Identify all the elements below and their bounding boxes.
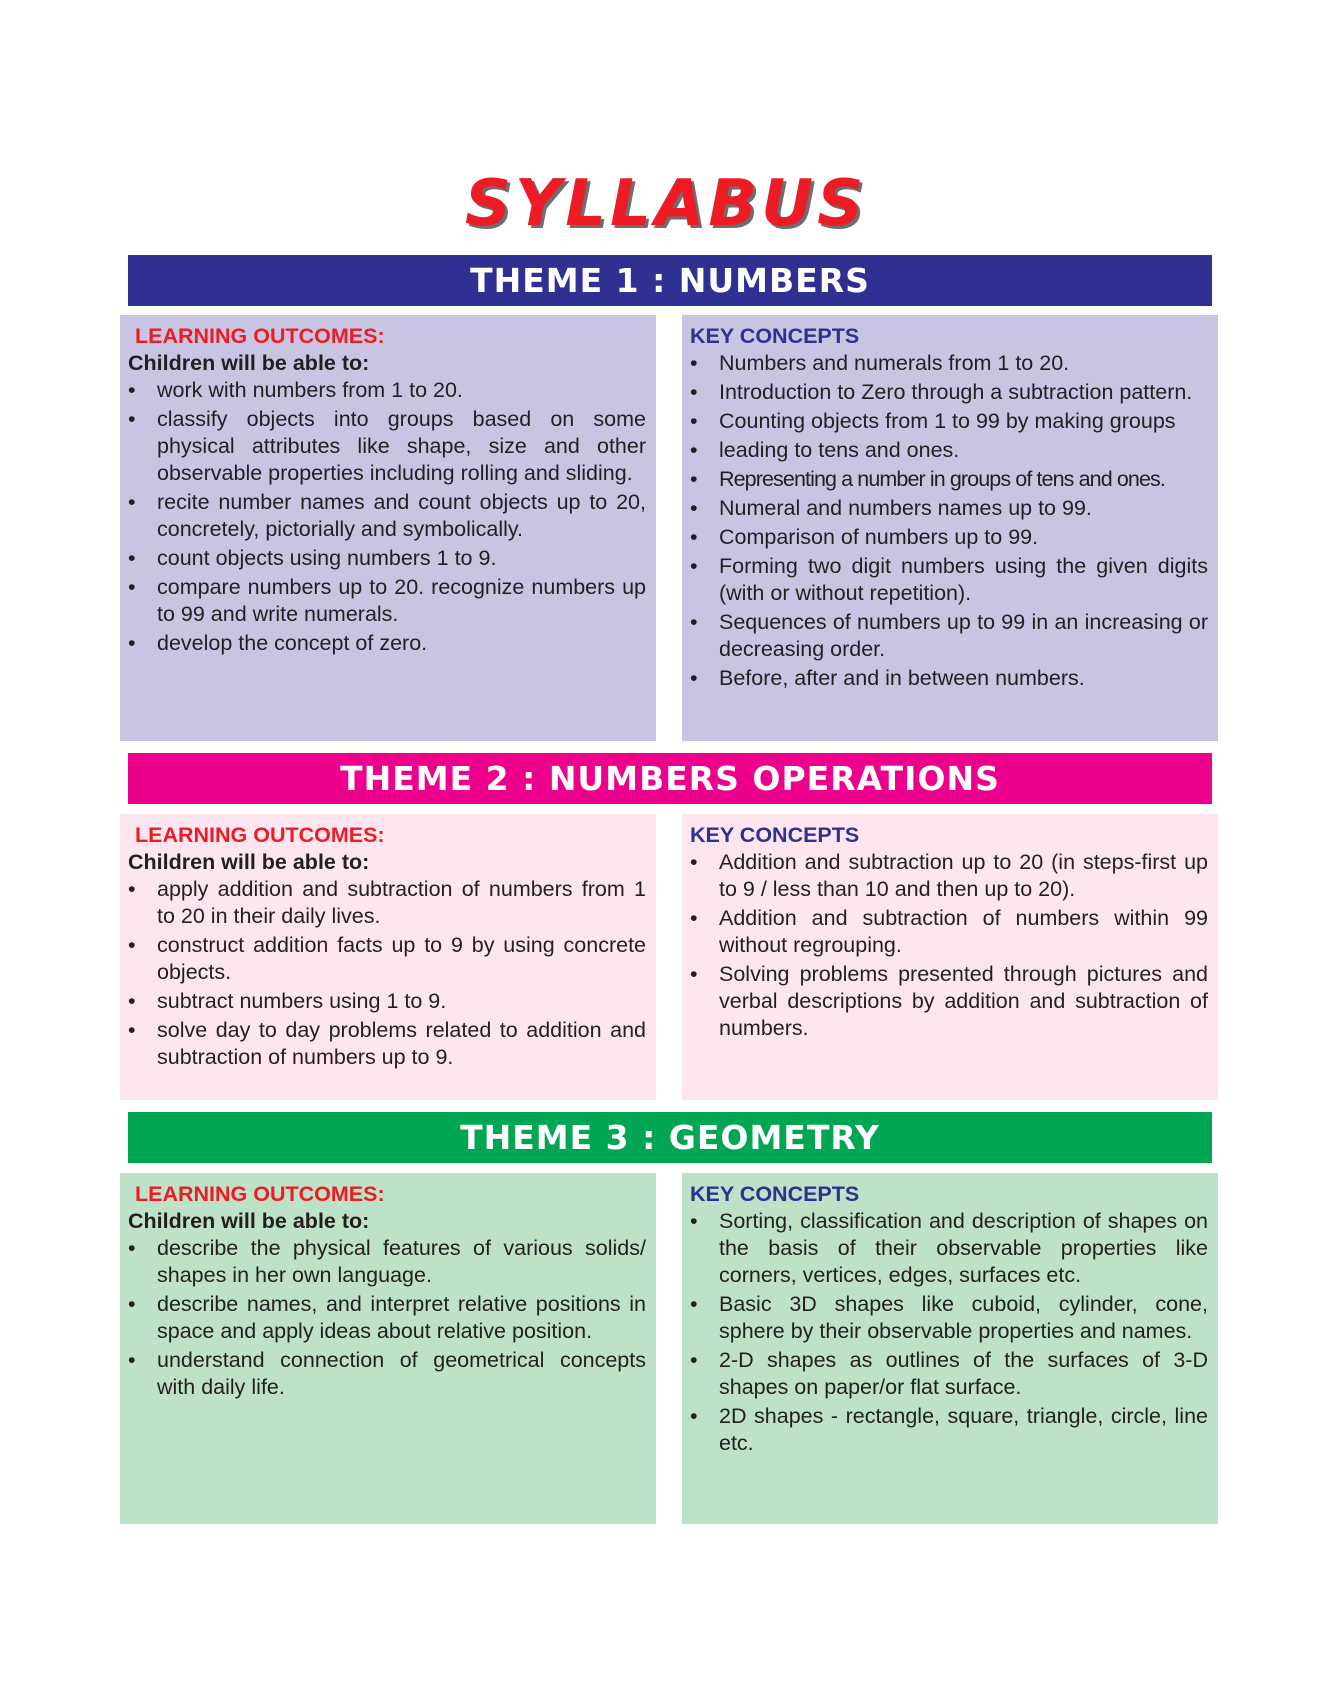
list-item: • subtract numbers using 1 to 9. — [128, 988, 646, 1015]
theme-2-key-concepts — [682, 814, 1218, 1100]
list-item: • Sorting, classification and description of shapes on the basis of their observable properties like corners, vertices, edges, surfaces etc. — [690, 1208, 1208, 1289]
concepts-list — [690, 350, 1208, 692]
list-item: • Basic 3D shapes like cuboid, cylinder, cone, sphere by their observable properties and names. — [690, 1291, 1208, 1345]
theme-3-heading: THEME 3 : GEOMETRY — [128, 1112, 1212, 1163]
theme-3-key-concepts — [682, 1173, 1218, 1524]
outcomes-intro: Children will be able to: — [128, 351, 370, 375]
list-item: • Before, after and in between numbers. — [690, 665, 1208, 692]
theme-3-learning-outcomes — [120, 1173, 656, 1524]
list-item: • Addition and subtraction up to 20 (in steps-first up to 9 / less than 10 and then up to 20). — [690, 849, 1208, 903]
list-item: • Comparison of numbers up to 99. — [690, 524, 1208, 551]
list-item: • Solving problems presented through pictures and verbal descriptions by addition and subtraction of numbers. — [690, 961, 1208, 1042]
theme-2-learning-outcomes — [120, 814, 656, 1100]
learning-outcomes-heading: LEARNING OUTCOMES: — [135, 324, 385, 348]
list-item: • Representing a number in groups of tens and ones. — [690, 466, 1208, 493]
list-item: • Numbers and numerals from 1 to 20. — [690, 350, 1208, 377]
list-item: • 2D shapes - rectangle, square, triangle, circle, line etc. — [690, 1403, 1208, 1457]
key-concepts-heading: KEY CONCEPTS — [690, 823, 860, 847]
list-item: • recite number names and count objects up to 20, concretely, pictorially and symbolically. — [128, 489, 646, 543]
list-item: • apply addition and subtraction of numbers from 1 to 20 in their daily lives. — [128, 876, 646, 930]
outcomes-list — [128, 377, 646, 657]
outcomes-list — [128, 1235, 646, 1401]
list-item: • Numeral and numbers names up to 99. — [690, 495, 1208, 522]
list-item: • leading to tens and ones. — [690, 437, 1208, 464]
theme-2-heading: THEME 2 : NUMBERS OPERATIONS — [128, 753, 1212, 804]
theme-1-learning-outcomes — [120, 315, 656, 741]
key-concepts-heading: KEY CONCEPTS — [690, 324, 860, 348]
concepts-list — [690, 1208, 1208, 1457]
list-item: • compare numbers up to 20. recognize numbers up to 99 and write numerals. — [128, 574, 646, 628]
learning-outcomes-heading: LEARNING OUTCOMES: — [135, 1182, 385, 1206]
list-item: • solve day to day problems related to addition and subtraction of numbers up to 9. — [128, 1017, 646, 1071]
list-item: • Counting objects from 1 to 99 by making groups — [690, 408, 1208, 435]
concepts-list — [690, 849, 1208, 1042]
list-item: • understand connection of geometrical concepts with daily life. — [128, 1347, 646, 1401]
list-item: • develop the concept of zero. — [128, 630, 646, 657]
theme-1-heading: THEME 1 : NUMBERS — [128, 255, 1212, 306]
outcomes-intro: Children will be able to: — [128, 850, 370, 874]
page-title: SYLLABUS — [464, 167, 868, 241]
theme-1-key-concepts — [682, 315, 1218, 741]
list-item: • classify objects into groups based on some physical attributes like shape, size and other observable properties including rolling and sliding. — [128, 406, 646, 487]
list-item: • work with numbers from 1 to 20. — [128, 377, 646, 404]
list-item: • 2-D shapes as outlines of the surfaces of 3-D shapes on paper/or flat surface. — [690, 1347, 1208, 1401]
list-item: • describe names, and interpret relative positions in space and apply ideas about relative position. — [128, 1291, 646, 1345]
list-item: • Addition and subtraction of numbers within 99 without regrouping. — [690, 905, 1208, 959]
list-item: • Sequences of numbers up to 99 in an increasing or decreasing order. — [690, 609, 1208, 663]
outcomes-list — [128, 876, 646, 1071]
learning-outcomes-heading: LEARNING OUTCOMES: — [135, 823, 385, 847]
list-item: • Introduction to Zero through a subtraction pattern. — [690, 379, 1208, 406]
list-item: • Forming two digit numbers using the given digits (with or without repetition). — [690, 553, 1208, 607]
list-item: • describe the physical features of various solids/ shapes in her own language. — [128, 1235, 646, 1289]
key-concepts-heading: KEY CONCEPTS — [690, 1182, 860, 1206]
list-item: • count objects using numbers 1 to 9. — [128, 545, 646, 572]
list-item: • construct addition facts up to 9 by using concrete objects. — [128, 932, 646, 986]
outcomes-intro: Children will be able to: — [128, 1209, 370, 1233]
